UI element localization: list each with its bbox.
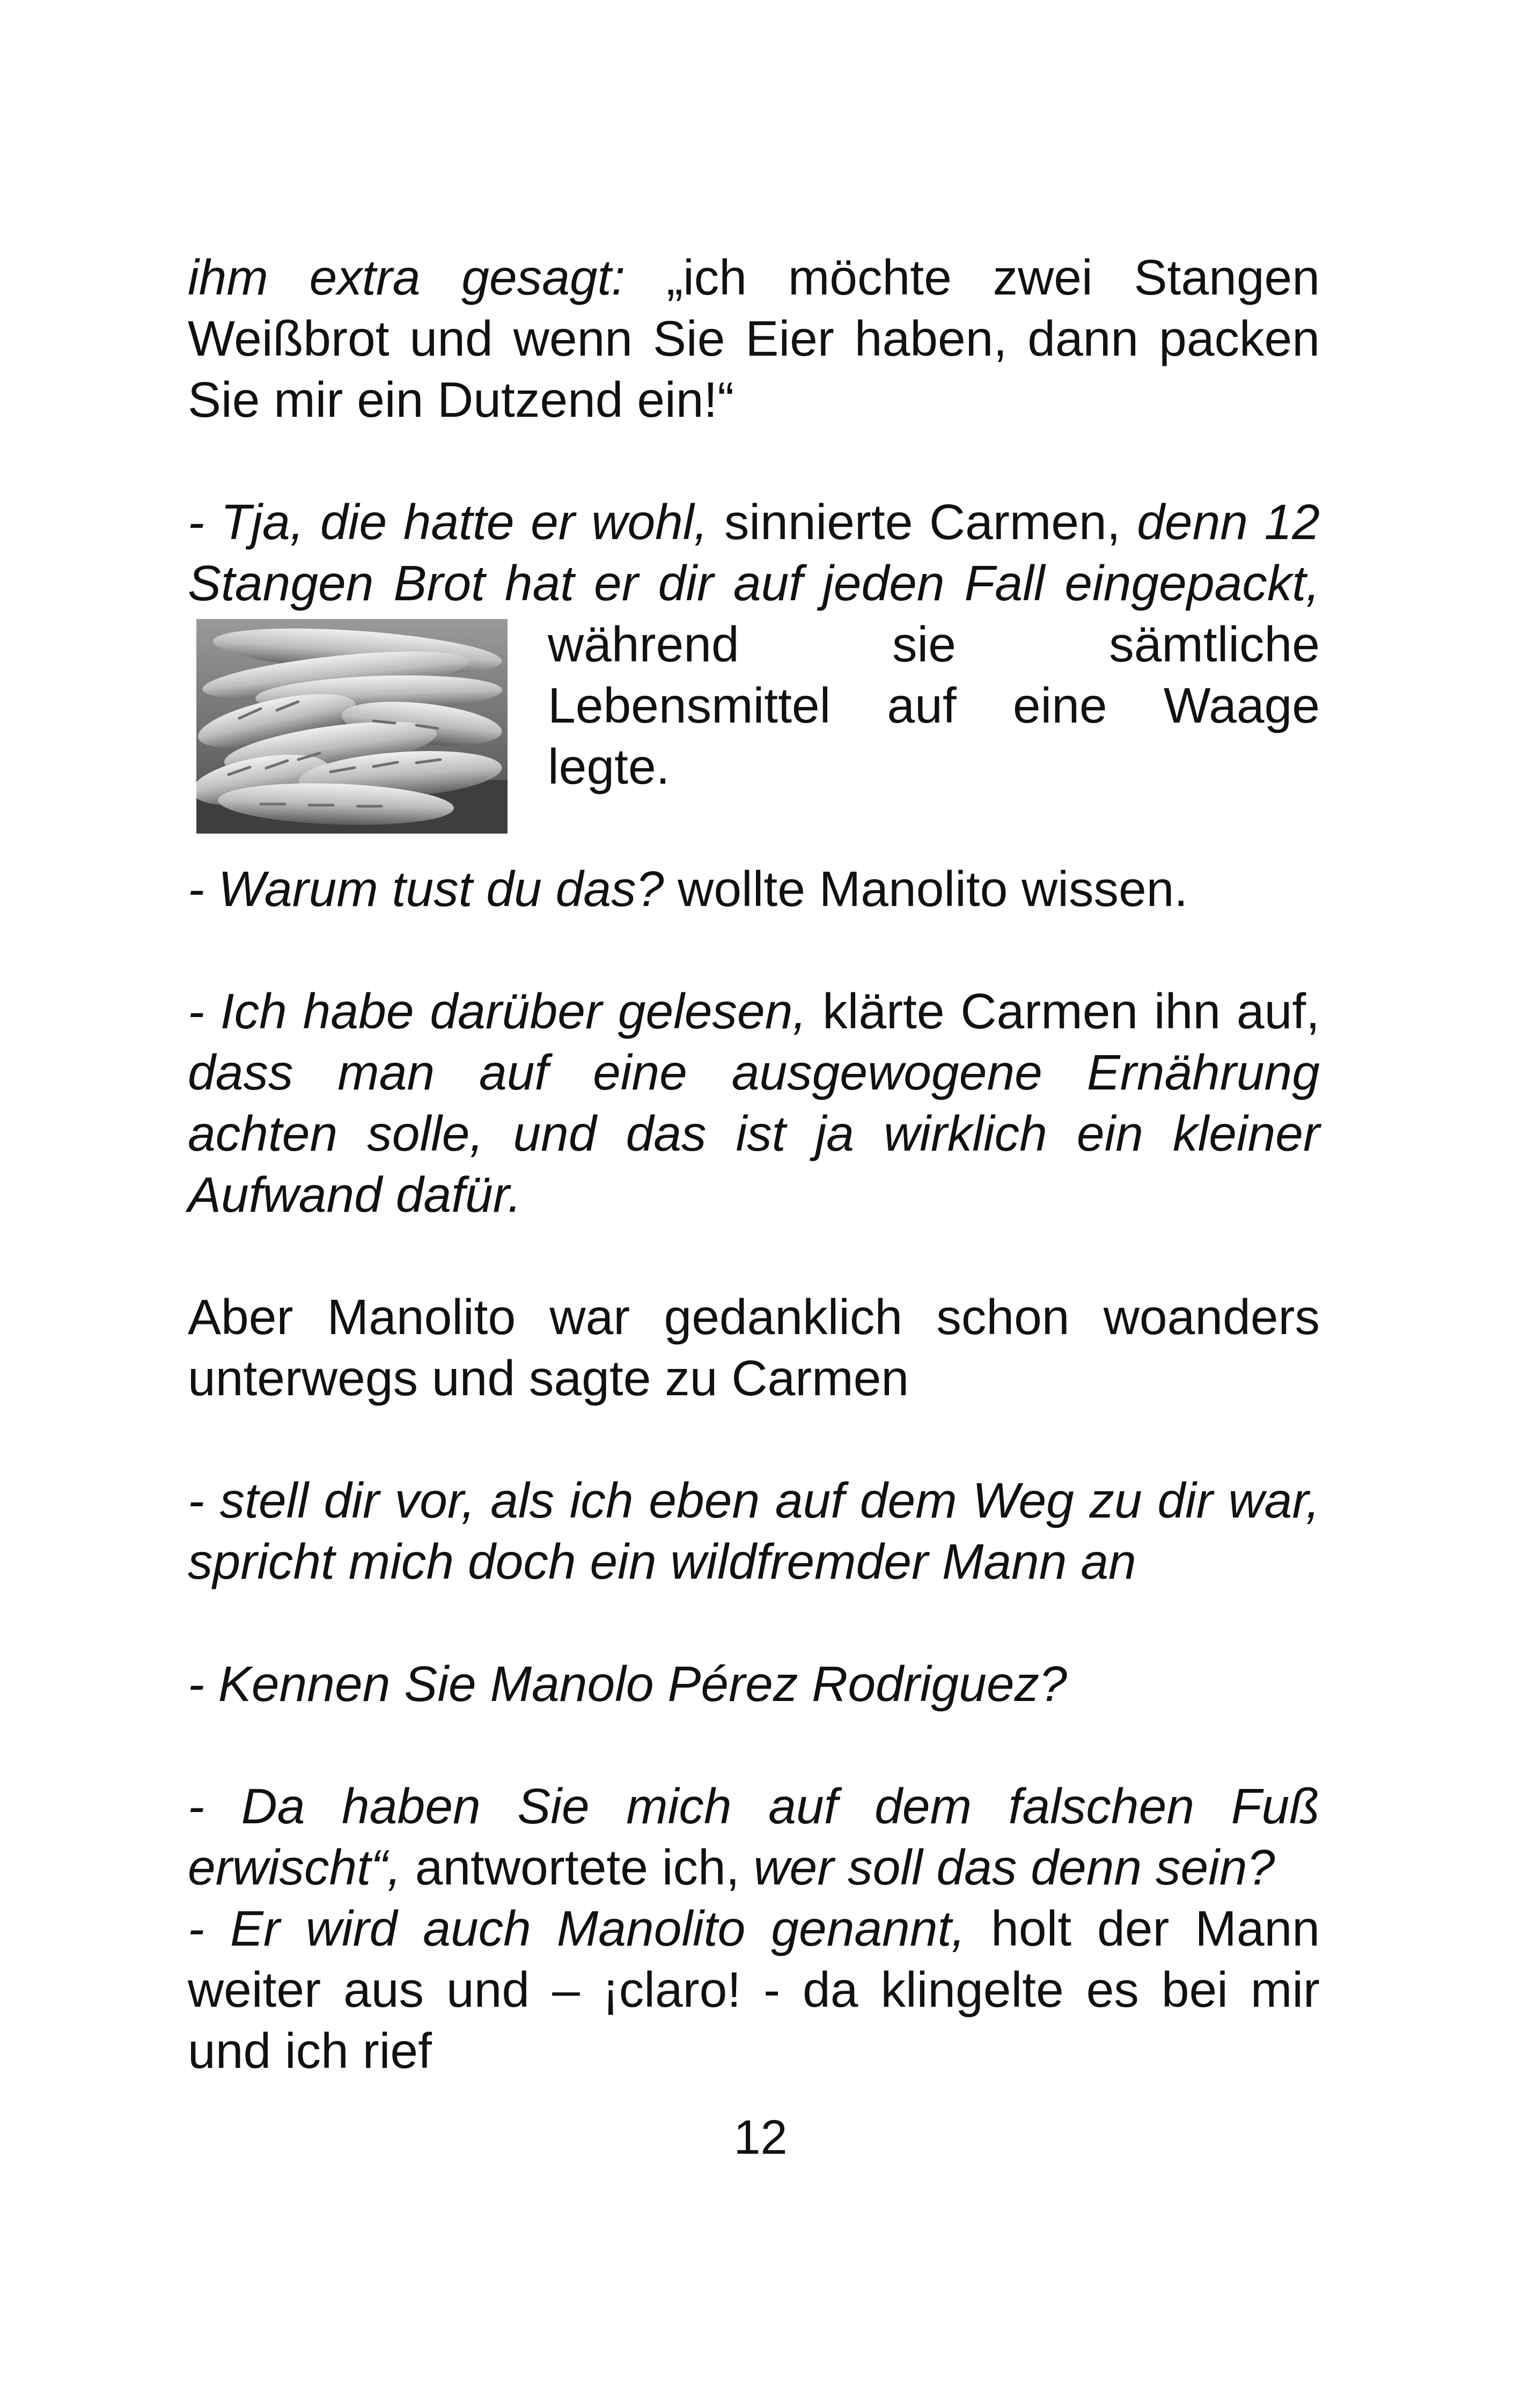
italic-run: - Tja, die hatte er wohl,: [188, 494, 708, 550]
italic-run: denn 12 Stangen Brot hat er dir auf jeden Fall eingepackt,: [188, 494, 1320, 611]
paragraph-2: [188, 491, 1320, 797]
paragraph-7: [188, 1653, 1320, 1714]
text-run: Aber Manolito war gedanklich schon woanders unterwegs und sagte zu Carmen: [188, 1289, 1320, 1406]
text-run: holt der Mann weiter aus und – ¡claro! - da klingelte es bei mir und ich rief: [188, 1901, 1320, 2079]
italic-run: - Warum tust du das?: [188, 861, 664, 917]
italic-run: wer soll das denn sein?: [753, 1839, 1275, 1895]
text-run: klärte Carmen ihn auf,: [806, 983, 1320, 1039]
italic-run: - Ich habe darüber gelesen,: [188, 983, 807, 1039]
body-text: [188, 247, 1320, 2081]
paragraph-9: [188, 1898, 1320, 2081]
text-run: „ich möchte zwei Stangen Weißbrot und wenn Sie Eier haben, dann packen Sie mir ein Dutzend ein!“: [188, 249, 1320, 428]
text-run: während sie sämtliche Lebensmittel auf eine Waage legte.: [548, 616, 1320, 794]
paragraph-5: [188, 1286, 1320, 1409]
italic-run: dass man auf eine ausgewogene Ernährung achten solle, und das ist ja wirklich ein kleiner Aufwand dafür.: [188, 1044, 1320, 1223]
paragraph-3: [188, 858, 1320, 919]
italic-run: - Da haben Sie mich auf dem falschen Fuß erwischt“,: [188, 1778, 1320, 1895]
italic-run: - stell dir vor, als ich eben auf dem Weg zu dir war, spricht mich doch ein wildfremder Mann an: [188, 1472, 1320, 1589]
italic-run: - Kennen Sie Manolo Pérez Rodriguez?: [188, 1656, 1067, 1712]
paragraph-1: [188, 247, 1320, 430]
text-run: wollte Manolito wissen.: [664, 861, 1188, 917]
italic-run: - Er wird auch Manolito genannt,: [188, 1901, 966, 1956]
bread-photo: [196, 619, 508, 834]
paragraph-4: [188, 981, 1320, 1225]
italic-run: ihm extra gesagt:: [188, 249, 626, 305]
paragraph-6: [188, 1470, 1320, 1592]
paragraph-8: [188, 1776, 1320, 1898]
text-run: antwortete ich,: [401, 1839, 754, 1895]
text-run: sinnierte Carmen,: [708, 494, 1137, 550]
page-number: 12: [733, 2111, 788, 2164]
